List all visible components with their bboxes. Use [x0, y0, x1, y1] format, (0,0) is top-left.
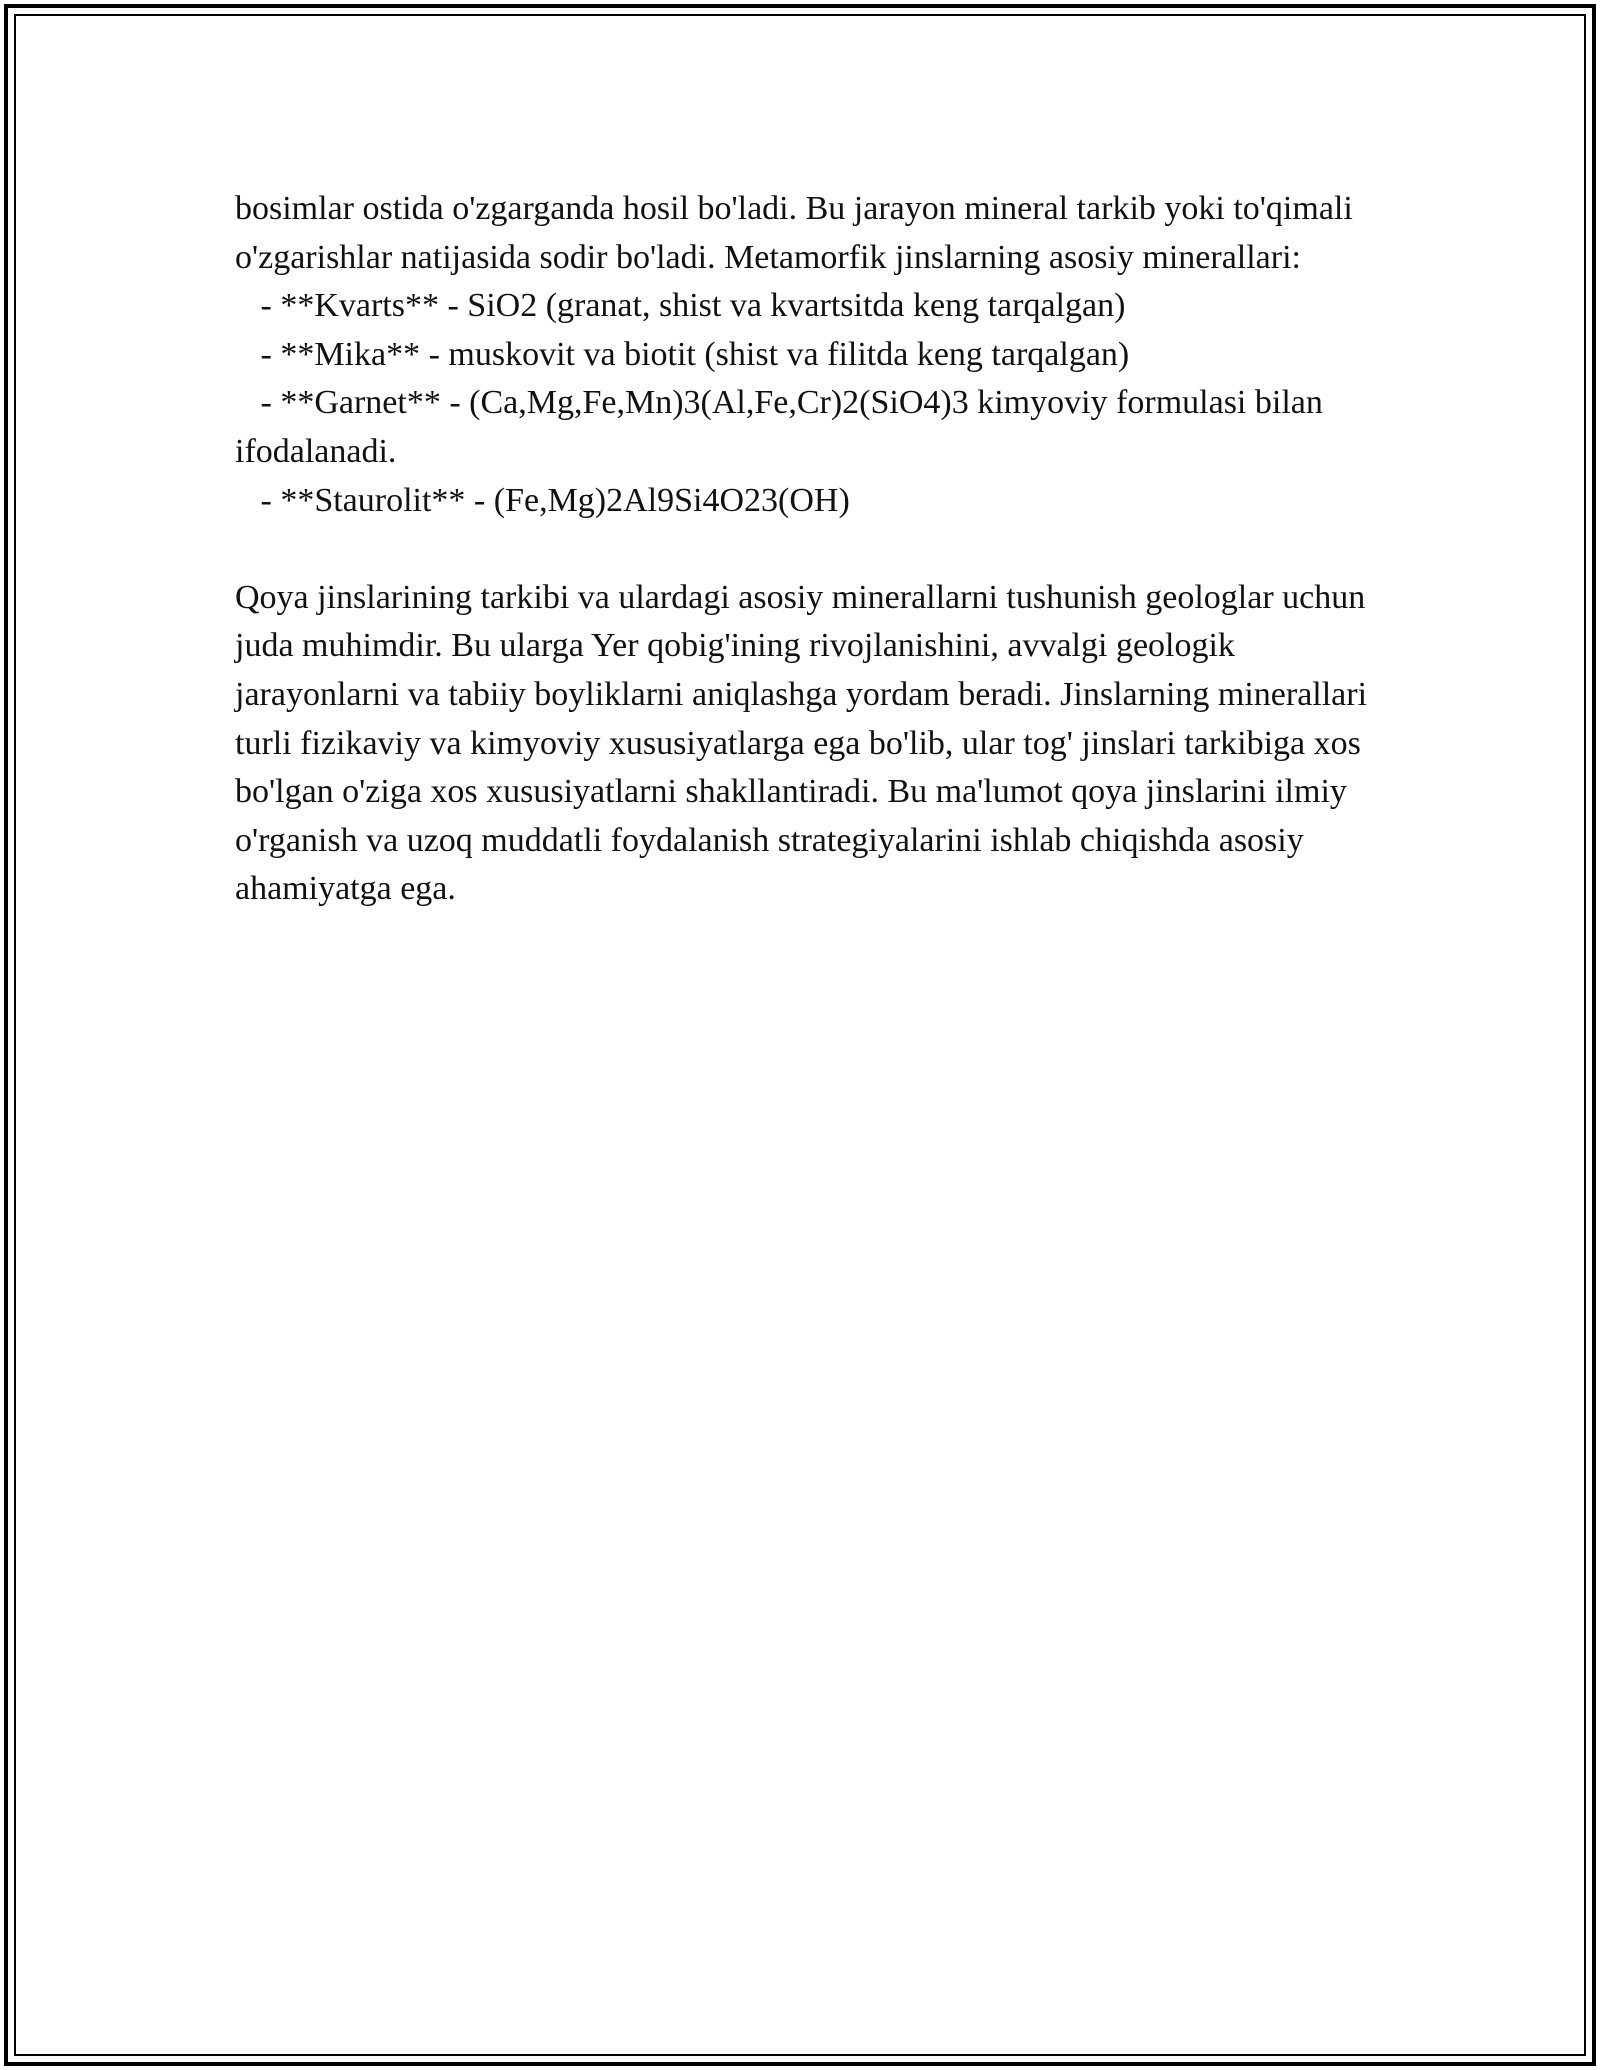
- paragraph-metamorphic-intro: bosimlar ostida o'zgarganda hosil bo'ladi. Bu jarayon mineral tarkib yoki to'qimali o'zgarishlar natijasida sodir bo'ladi. Metamorfik jinslarning asosiy minerallari:: [235, 190, 1362, 276]
- paragraph-conclusion: Qoya jinslarining tarkibi va ulardagi asosiy minerallarni tushunish geologlar uchun juda muhimdir. Bu ularga Yer qobig'ining rivojlanishini, avvalgi geologik jarayonlarni va tabiiy boyliklarni aniqlashga yordam beradi. Jinslarning minerallari turli fizikaviy va kimyoviy xususiyatlarga ega bo'lib, ular tog' jinslari tarkibiga xos bo'lgan o'ziga xos xususiyatlarni shakllantiradi. Bu ma'lumot qoya jinslarini ilmiy o'rganish va uzoq muddatli foydalanish strategiyalarini ishlab chiqishda asosiy ahamiyatga ega.: [235, 578, 1376, 908]
- list-item-kvarts: - **Kvarts** - SiO2 (granat, shist va kvartsitda keng tarqalgan): [235, 287, 1126, 325]
- document-body: [235, 185, 1385, 914]
- list-item-garnet: - **Garnet** - (Ca,Mg,Fe,Mn)3(Al,Fe,Cr)2(SiO4)3 kimyoviy formulasi bilan ifodalanadi.: [235, 384, 1332, 470]
- list-item-staurolit: - **Staurolit** - (Fe,Mg)2Al9Si4O23(OH): [235, 481, 850, 519]
- paragraph-spacer: [235, 525, 1385, 574]
- list-item-mika: - **Mika** - muskovit va biotit (shist va filitda keng tarqalgan): [235, 335, 1130, 373]
